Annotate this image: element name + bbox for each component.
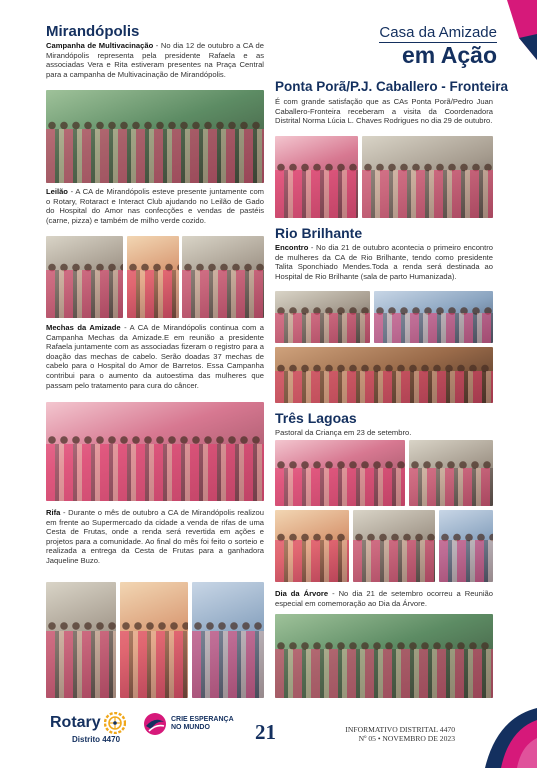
photo-pastoral-1 <box>275 440 405 506</box>
photo-tree-day <box>275 614 493 698</box>
tres-lagoas-title: Três Lagoas <box>275 410 357 426</box>
rotary-wheel-icon <box>104 712 126 734</box>
meeting-text: - No dia 21 de outubro acontecia o primeiro encontro de mulheres da CA de Rio Brilhante, tendo como presidente Talita Sponchiado Mendes.Toda a renda será destinada ao Hospital de Rio Brilhante (sala de parto Humanizada). <box>275 243 493 281</box>
photo-pastoral-2 <box>409 440 493 506</box>
campaign-logo <box>143 712 234 736</box>
page-number: 21 <box>255 720 276 744</box>
photo-pastoral-5 <box>439 510 493 582</box>
raffle-text: - Durante o mês de outubro a CA de Mirandópolis realizou em frente ao Supermercado da cidade a venda de rifas de uma Cesta de Frutas, onde a renda será revertida em ações e projetos para a comunidade. Ao final do mês foi feito o sorteio e realizada a entrega da Cesta de Frutas para a ganhadora Jaqueline Buzo. <box>46 508 264 565</box>
photo-raffle-2 <box>120 582 188 698</box>
corner-decoration-top <box>507 0 537 60</box>
vaccination-heading: Campanha de Multivacinação <box>46 41 154 50</box>
photo-auction-1 <box>46 236 123 318</box>
hair-heading: Mechas da Amizade <box>46 323 121 332</box>
mirandopolis-hair-paragraph <box>46 323 264 390</box>
rotary-logo <box>50 712 126 744</box>
header-line1: Casa da Amizade <box>379 24 497 41</box>
rotary-wordmark: Rotary <box>50 714 101 731</box>
photo-auction-2 <box>127 236 179 318</box>
ponta-pora-title: Ponta Porã/P.J. Caballero - Fronteira <box>275 79 509 94</box>
photo-vaccination-campaign <box>46 90 264 183</box>
photo-rio-brilhante-2 <box>374 291 493 343</box>
photo-rio-brilhante-3 <box>275 347 493 403</box>
raffle-heading: Rifa <box>46 508 61 517</box>
photo-rio-brilhante-1 <box>275 291 370 343</box>
tree-day-text: - No dia 21 de setembro ocorreu a Reunião especial em comemoração ao Dia da Árvore. <box>275 589 493 608</box>
photo-ponta-pora-2 <box>362 136 493 218</box>
photo-auction-3 <box>182 236 264 318</box>
auction-text: - A CA de Mirandópolis esteve presente juntamente com o Rotary, Rotaract e Interact Club ajudando no Leilão de Gado do Hospital do Amor nas confecções e vendas de pastéis (carne, pizza) e também de milho verde cozido. <box>46 187 264 225</box>
tres-lagoas-pastoral-text: Pastoral da Criança em 23 de setembro. <box>275 428 412 437</box>
mirandopolis-auction-paragraph <box>46 187 264 225</box>
mirandopolis-raffle-paragraph <box>46 508 264 566</box>
hair-text: - A CA de Mirandópolis continua com a Campanha Mechas da Amizade.E em reunião a presidente Rafaela juntamente com as associadas fizeram o registro para a doação das mechas de cabelo. Serão doadas 37 mechas de cabelo para o Hospital do Amor de Barretos. Essa Campanha contribui para o aumento da autoestima das mulheres que passam pelo tratamento para cura do câncer. <box>46 323 265 390</box>
mirandopolis-title: Mirandópolis <box>46 23 140 40</box>
meeting-heading: Encontro <box>275 243 309 252</box>
rio-brilhante-title: Rio Brilhante <box>275 225 363 241</box>
auction-heading: Leilão <box>46 187 68 196</box>
photo-ponta-pora-1 <box>275 136 358 218</box>
slogan-line2: NO MUNDO <box>171 724 210 731</box>
header-line2: em Ação <box>379 42 497 67</box>
photo-pastoral-3 <box>275 510 349 582</box>
ponta-pora-paragraph: É com grande satisfação que as CAs Ponta Porã/Pedro Juan Caballero-Fronteira receberam a visita da Coordenadora Distrital Norma Lúcia L. Chaves Rodrigues no dia 29 de outubro. <box>275 97 493 126</box>
tree-day-paragraph <box>275 589 493 608</box>
district-label: Distrito 4470 <box>72 735 121 744</box>
mirandopolis-vaccination-paragraph <box>46 41 264 79</box>
publication-title: INFORMATIVO DISTRITAL 4470 <box>345 725 455 734</box>
hope-globe-icon <box>143 712 167 736</box>
vaccination-text: - No dia 12 de outubro a CA de Mirandópolis representa pela presidente Rafaela e as associadas Vera e Rita estiveram presentes na Praça Central para a campanha de Multivacinação de Mirandópolis. <box>46 41 265 79</box>
rio-brilhante-paragraph <box>275 243 493 281</box>
corner-decoration-bottom <box>467 708 537 768</box>
slogan-line1: CRIE ESPERANÇA <box>171 716 234 723</box>
publication-info <box>305 725 455 743</box>
photo-pastoral-4 <box>353 510 435 582</box>
photo-hair-donation <box>46 402 264 501</box>
photo-raffle-1 <box>46 582 116 698</box>
photo-raffle-3 <box>192 582 264 698</box>
publication-issue: Nº 05 • NOVEMBRO DE 2023 <box>358 734 455 743</box>
tree-day-heading: Dia da Árvore <box>275 589 329 598</box>
section-header <box>379 24 497 67</box>
